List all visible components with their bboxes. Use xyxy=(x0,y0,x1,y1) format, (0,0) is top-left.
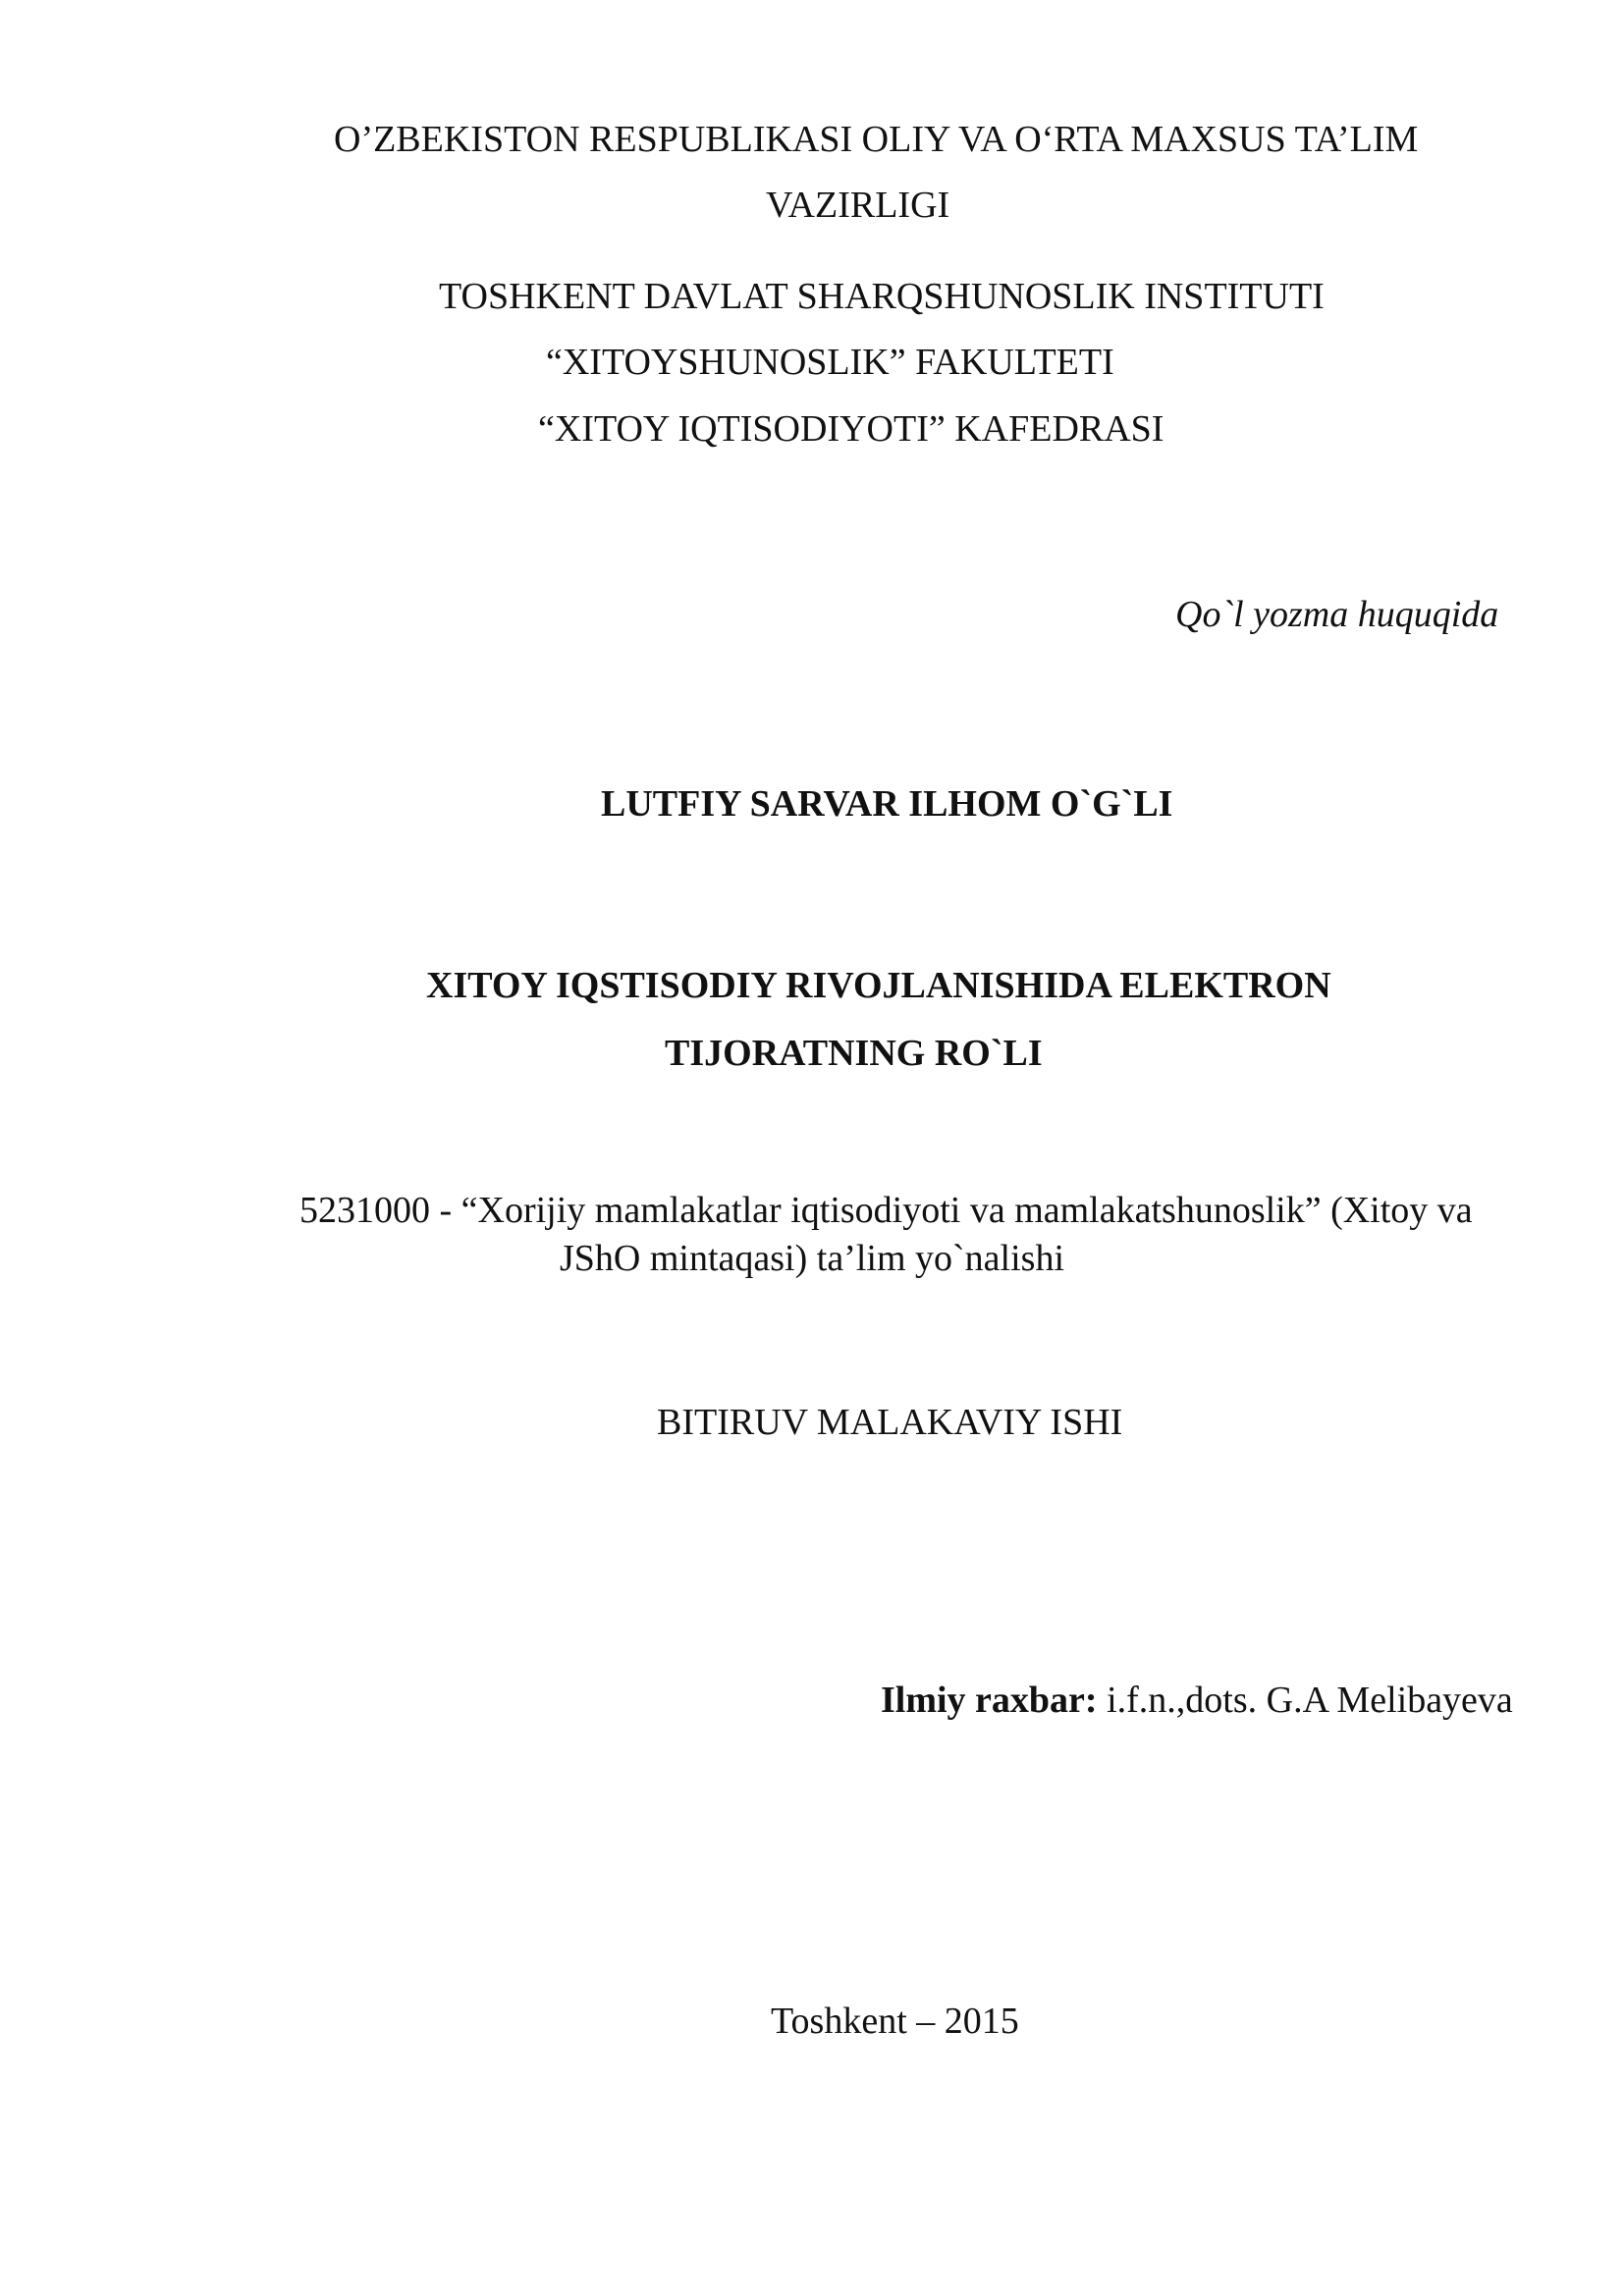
author-name: LUTFIY SARVAR ILHOM O`G`LI xyxy=(601,783,1173,825)
supervisor-name: i.f.n.,dots. G.A Melibayeva xyxy=(1097,1680,1513,1721)
thesis-title-line-2: TIJORATNING RO`LI xyxy=(665,1033,1043,1074)
manuscript-note: Qo`l yozma huquqida xyxy=(1175,594,1499,635)
department-name: “XITOY IQTISODIYOTI” KAFEDRASI xyxy=(538,408,1164,450)
place-and-year: Toshkent – 2015 xyxy=(771,2001,1019,2042)
specialty-line-2: JShO mintaqasi) ta’lim yo`nalishi xyxy=(560,1238,1065,1279)
specialty-line-1: 5231000 - “Xorijiy mamlakatlar iqtisodiyoti va mamlakatshunoslik” (Xitoy va xyxy=(299,1190,1473,1231)
supervisor-line xyxy=(881,1682,1513,1719)
ministry-title-line-1: O’ZBEKISTON RESPUBLIKASI OLIY VA O‘RTA MAXSUS TA’LIM xyxy=(334,119,1419,160)
ministry-title-line-2: VAZIRLIGI xyxy=(766,185,950,226)
faculty-name: “XITOYSHUNOSLIK” FAKULTETI xyxy=(546,342,1114,383)
supervisor-label: Ilmiy raxbar: xyxy=(881,1680,1098,1721)
institute-name: TOSHKENT DAVLAT SHARQSHUNOSLIK INSTITUTI xyxy=(439,276,1325,317)
work-type: BITIRUV MALAKAVIY ISHI xyxy=(657,1402,1123,1443)
thesis-title-line-1: XITOY IQSTISODIY RIVOJLANISHIDA ELEKTRON xyxy=(426,965,1331,1006)
